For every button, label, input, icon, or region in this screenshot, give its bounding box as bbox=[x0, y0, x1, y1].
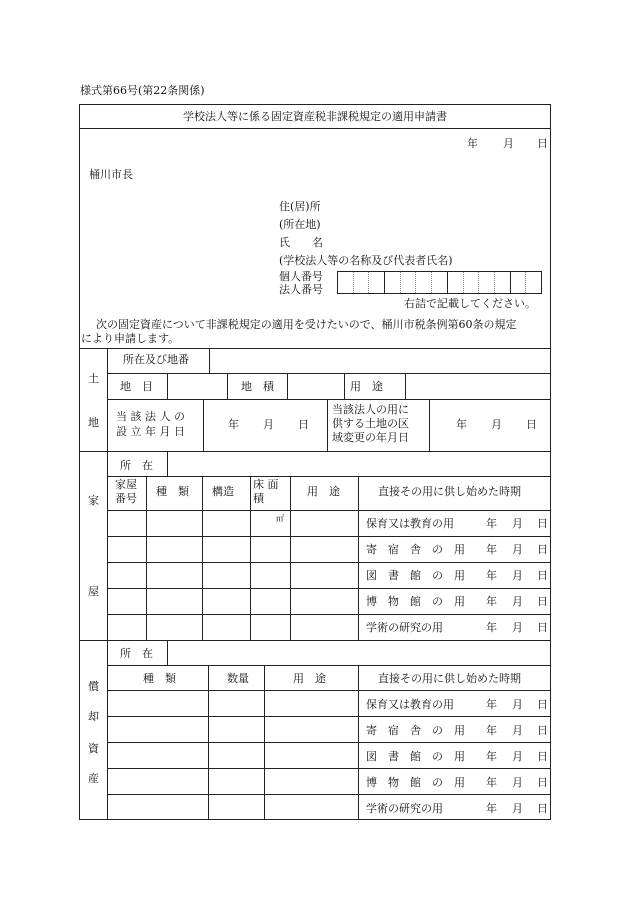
form-title: 学校法人等に係る固定資産税非課税規定の適用申請書 bbox=[183, 110, 447, 123]
house-day: 日 bbox=[537, 569, 548, 582]
depreciable-month: 月 bbox=[512, 750, 523, 763]
personal-number-label: 個人番号 bbox=[279, 270, 323, 283]
house-day: 日 bbox=[537, 621, 548, 634]
depreciable-year: 年 bbox=[486, 802, 497, 815]
depreciable-col-qty: 数量 bbox=[227, 672, 249, 685]
land-change-year: 年 bbox=[456, 418, 467, 431]
depreciable-label-3: 資 bbox=[88, 742, 99, 755]
house-day: 日 bbox=[537, 517, 548, 530]
land-change-month: 月 bbox=[491, 418, 502, 431]
depreciable-label-4: 産 bbox=[88, 772, 99, 785]
depreciable-label-2: 却 bbox=[88, 710, 99, 723]
house-col-number-2: 番号 bbox=[115, 492, 137, 505]
house-col-floor-2: 積 bbox=[253, 492, 264, 505]
date-month: 月 bbox=[503, 137, 514, 150]
depreciable-location-label: 所 在 bbox=[120, 647, 153, 660]
location-label: (所在地) bbox=[279, 218, 321, 231]
land-chimoku-label: 地 目 bbox=[120, 380, 153, 393]
form-number: 様式第66号(第22条関係) bbox=[80, 84, 205, 97]
house-col-structure: 構造 bbox=[212, 485, 234, 498]
depreciable-col-start: 直接その用に供し始めた時期 bbox=[378, 672, 521, 685]
house-day: 日 bbox=[537, 595, 548, 608]
depreciable-day: 日 bbox=[537, 698, 548, 711]
house-col-type: 種 類 bbox=[156, 485, 189, 498]
land-label-1: 土 bbox=[88, 372, 99, 385]
corporate-number-label: 法人番号 bbox=[279, 283, 323, 296]
house-use-row-1: 保育又は教育の用 bbox=[366, 517, 454, 530]
house-year: 年 bbox=[486, 569, 497, 582]
house-col-floor-1: 床 面 bbox=[253, 478, 279, 491]
depreciable-year: 年 bbox=[486, 750, 497, 763]
depreciable-month: 月 bbox=[512, 698, 523, 711]
land-location-label: 所在及び地番 bbox=[123, 353, 189, 366]
house-col-number-1: 家屋 bbox=[115, 478, 137, 491]
land-use-label: 用 途 bbox=[350, 380, 383, 393]
house-year: 年 bbox=[486, 595, 497, 608]
house-use-row-4: 博 物 館 の 用 bbox=[366, 595, 465, 608]
request-text-line2: により申請します。 bbox=[81, 332, 180, 345]
land-use-change-label-2: 供する土地の区 bbox=[332, 417, 409, 430]
house-month: 月 bbox=[512, 517, 523, 530]
land-established-label-1: 当 該 法 人 の bbox=[116, 410, 185, 423]
land-use-change-label-1: 当該法人の用に bbox=[332, 403, 409, 416]
addressee: 桶川市長 bbox=[89, 168, 133, 181]
house-month: 月 bbox=[512, 595, 523, 608]
house-month: 月 bbox=[512, 543, 523, 556]
date-day: 日 bbox=[537, 137, 548, 150]
application-form bbox=[79, 104, 551, 820]
right-align-note: 右詰で記載してください。 bbox=[404, 297, 536, 310]
name-label: 氏 名 bbox=[279, 236, 323, 249]
corp-name-note: (学校法人等の名称及び代表者氏名) bbox=[279, 254, 453, 267]
house-month: 月 bbox=[512, 569, 523, 582]
house-year: 年 bbox=[486, 621, 497, 634]
depreciable-col-type: 種 類 bbox=[143, 672, 176, 685]
house-col-start: 直接その用に供し始めた時期 bbox=[378, 485, 521, 498]
house-use-row-5: 学術の研究の用 bbox=[366, 621, 443, 634]
house-year: 年 bbox=[486, 517, 497, 530]
depreciable-month: 月 bbox=[512, 776, 523, 789]
depreciable-day: 日 bbox=[537, 802, 548, 815]
number-entry-boxes[interactable] bbox=[337, 271, 542, 294]
depreciable-use-row-3: 図 書 館 の 用 bbox=[366, 750, 465, 763]
house-year: 年 bbox=[486, 543, 497, 556]
land-established-label-2: 設 立 年 月 日 bbox=[116, 425, 185, 438]
depreciable-day: 日 bbox=[537, 776, 548, 789]
land-est-day: 日 bbox=[298, 418, 309, 431]
depreciable-use-row-1: 保育又は教育の用 bbox=[366, 698, 454, 711]
house-unit: ㎡ bbox=[276, 514, 284, 523]
depreciable-day: 日 bbox=[537, 750, 548, 763]
address-label: 住(居)所 bbox=[279, 200, 321, 213]
depreciable-year: 年 bbox=[486, 724, 497, 737]
house-col-use: 用 途 bbox=[307, 485, 340, 498]
house-label-2: 屋 bbox=[88, 585, 99, 598]
depreciable-year: 年 bbox=[486, 776, 497, 789]
title-divider bbox=[80, 128, 550, 129]
house-month: 月 bbox=[512, 621, 523, 634]
land-area-label: 地 積 bbox=[241, 380, 274, 393]
land-use-change-label-3: 域変更の年月日 bbox=[332, 431, 409, 444]
depreciable-col-use: 用 途 bbox=[293, 672, 326, 685]
house-location-label: 所 在 bbox=[120, 459, 153, 472]
house-use-row-3: 図 書 館 の 用 bbox=[366, 569, 465, 582]
depreciable-day: 日 bbox=[537, 724, 548, 737]
land-est-year: 年 bbox=[228, 418, 239, 431]
land-est-month: 月 bbox=[263, 418, 274, 431]
depreciable-use-row-5: 学術の研究の用 bbox=[366, 802, 443, 815]
house-label-1: 家 bbox=[88, 494, 99, 507]
depreciable-label-1: 償 bbox=[88, 680, 99, 693]
depreciable-year: 年 bbox=[486, 698, 497, 711]
land-change-day: 日 bbox=[526, 418, 537, 431]
depreciable-use-row-2: 寄 宿 舎 の 用 bbox=[366, 724, 465, 737]
house-use-row-2: 寄 宿 舎 の 用 bbox=[366, 543, 465, 556]
house-day: 日 bbox=[537, 543, 548, 556]
depreciable-use-row-4: 博 物 館 の 用 bbox=[366, 776, 465, 789]
depreciable-month: 月 bbox=[512, 802, 523, 815]
request-text-line1: 次の固定資産について非課税規定の適用を受けたいので、桶川市税条例第60条の規定 bbox=[96, 318, 517, 331]
depreciable-month: 月 bbox=[512, 724, 523, 737]
land-label-2: 地 bbox=[88, 416, 99, 429]
date-year: 年 bbox=[467, 137, 478, 150]
